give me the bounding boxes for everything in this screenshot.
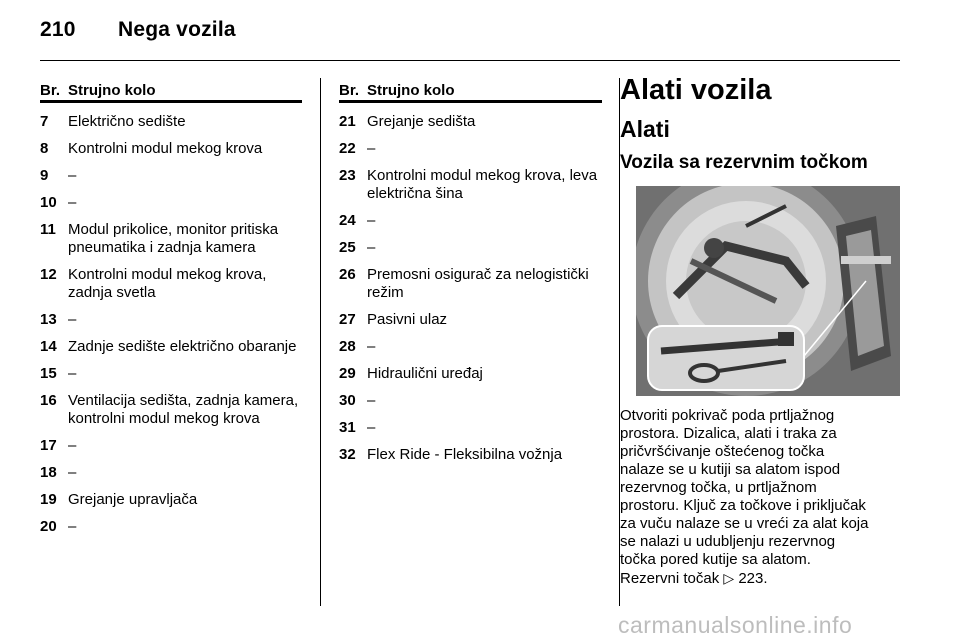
circuit-name: Pasivni ulaz: [367, 311, 448, 328]
header-rule: [40, 60, 900, 61]
circuit-name: Zadnje sedište električno obaranje: [68, 338, 297, 355]
fuse-number: 11: [40, 221, 56, 238]
table-row: [339, 419, 602, 437]
table-row: [40, 464, 302, 482]
table-row: [40, 392, 302, 428]
spare-wheel-tools-photo: [636, 186, 900, 396]
circuit-name: –: [367, 338, 376, 355]
fuse-table-right: [339, 82, 602, 464]
table-row: [339, 239, 602, 257]
circuit-name: Ventilacija sedišta, zadnja kamera, kontrolni modul mekog krova: [68, 392, 299, 427]
fuse-number: 15: [40, 365, 57, 382]
circuit-name: –: [68, 518, 77, 535]
table-row: [40, 221, 302, 257]
circuit-name: Kontrolni modul mekog krova, zadnja svetla: [68, 266, 267, 301]
table-row: [339, 311, 602, 329]
circuit-name: Modul prikolice, monitor pritiska pneumatika i zadnja kamera: [68, 221, 279, 256]
circuit-name: –: [367, 212, 376, 229]
circuit-name: –: [367, 392, 376, 409]
circuit-name: –: [367, 419, 376, 436]
fuse-number: 8: [40, 140, 49, 157]
table-row: [339, 113, 602, 131]
fuse-number: 13: [40, 311, 57, 328]
fuse-number: 19: [40, 491, 57, 508]
circuit-name: Premosni osigurač za nelogistički režim: [367, 266, 589, 301]
circuit-name: –: [68, 311, 77, 328]
table-row: [339, 266, 602, 302]
table-header: [339, 82, 602, 103]
fuse-number: 25: [339, 239, 356, 256]
fuse-number: 12: [40, 266, 57, 283]
page-title: Nega vozila: [118, 18, 236, 41]
watermark: carmanualsonline.info: [618, 612, 853, 638]
fuse-number: 32: [339, 446, 356, 463]
subsection-heading: Alati: [620, 116, 670, 142]
circuit-name: –: [68, 464, 77, 481]
fuse-number: 27: [339, 311, 356, 328]
fuse-number: 18: [40, 464, 57, 481]
table-row: [40, 167, 302, 185]
fuse-number: 14: [40, 338, 57, 355]
circuit-name: –: [367, 140, 376, 157]
paragraph-text: Otvoriti pokrivač poda prtljažnog prostora. Dizalica, alati i traka za pričvršćivanje oštećenog točka nalaze se u kutiji sa alatom ispod rezervnog točka, u prtljažnom prostoru. Ključ za točkove i priključak za vuču nalaze se u vreći za alat koja se nalazi u udubljenju rezervnog točka pored kutije sa alatom. Rezervni točak: [620, 407, 869, 587]
circuit-name: –: [68, 167, 77, 184]
fuse-number: 22: [339, 140, 356, 157]
fuse-number: 23: [339, 167, 356, 184]
circuit-name: Električno sedište: [68, 113, 186, 130]
fuse-number: 16: [40, 392, 57, 409]
table-row: [339, 365, 602, 383]
table-row: [339, 392, 602, 410]
table-row: [40, 140, 302, 158]
arrow-reference-icon: ▷: [723, 570, 735, 586]
table-row: [40, 311, 302, 329]
circuit-name: Kontrolni modul mekog krova, leva električna šina: [367, 167, 598, 202]
table-row: [40, 437, 302, 455]
fuse-number: 24: [339, 212, 356, 229]
circuit-name: –: [367, 239, 376, 256]
sub-subsection-heading: Vozila sa rezervnim točkom: [620, 152, 868, 173]
circuit-name: –: [68, 194, 77, 211]
instructions-paragraph: [620, 407, 902, 588]
table-row: [339, 338, 602, 356]
table-row: [40, 365, 302, 383]
fuse-number: 31: [339, 419, 356, 436]
col-header-circuit: Strujno kolo: [68, 82, 156, 99]
page-header: [40, 18, 236, 42]
page-number: 210: [40, 18, 76, 41]
fuse-number: 21: [339, 113, 356, 130]
table-header: [40, 82, 302, 103]
fuse-table-left: [40, 82, 302, 536]
table-row: [40, 113, 302, 131]
table-row: [339, 446, 602, 464]
fuse-number: 7: [40, 113, 49, 130]
fuse-number: 30: [339, 392, 356, 409]
fuse-number: 26: [339, 266, 356, 283]
fuse-number: 9: [40, 167, 49, 184]
table-row: [339, 167, 602, 203]
table-row: [40, 491, 302, 509]
col-header-number: Br.: [339, 82, 360, 99]
table-row: [40, 338, 302, 356]
circuit-name: –: [68, 365, 77, 382]
fuse-number: 10: [40, 194, 57, 211]
col-header-number: Br.: [40, 82, 61, 99]
page-reference: 223.: [734, 570, 768, 587]
circuit-name: Flex Ride - Fleksibilna vožnja: [367, 446, 563, 463]
circuit-name: Grejanje sedišta: [367, 113, 476, 130]
section-heading: Alati vozila: [620, 74, 772, 106]
table-row: [40, 518, 302, 536]
col-header-circuit: Strujno kolo: [367, 82, 455, 99]
table-row: [339, 140, 602, 158]
circuit-name: Kontrolni modul mekog krova: [68, 140, 263, 157]
circuit-name: –: [68, 437, 77, 454]
column-divider-1: [320, 78, 321, 606]
circuit-name: Grejanje upravljača: [68, 491, 198, 508]
fuse-number: 20: [40, 518, 57, 535]
table-row: [339, 212, 602, 230]
table-row: [40, 194, 302, 212]
fuse-number: 29: [339, 365, 356, 382]
table-row: [40, 266, 302, 302]
circuit-name: Hidraulični uređaj: [367, 365, 483, 382]
fuse-number: 28: [339, 338, 356, 355]
fuse-number: 17: [40, 437, 57, 454]
